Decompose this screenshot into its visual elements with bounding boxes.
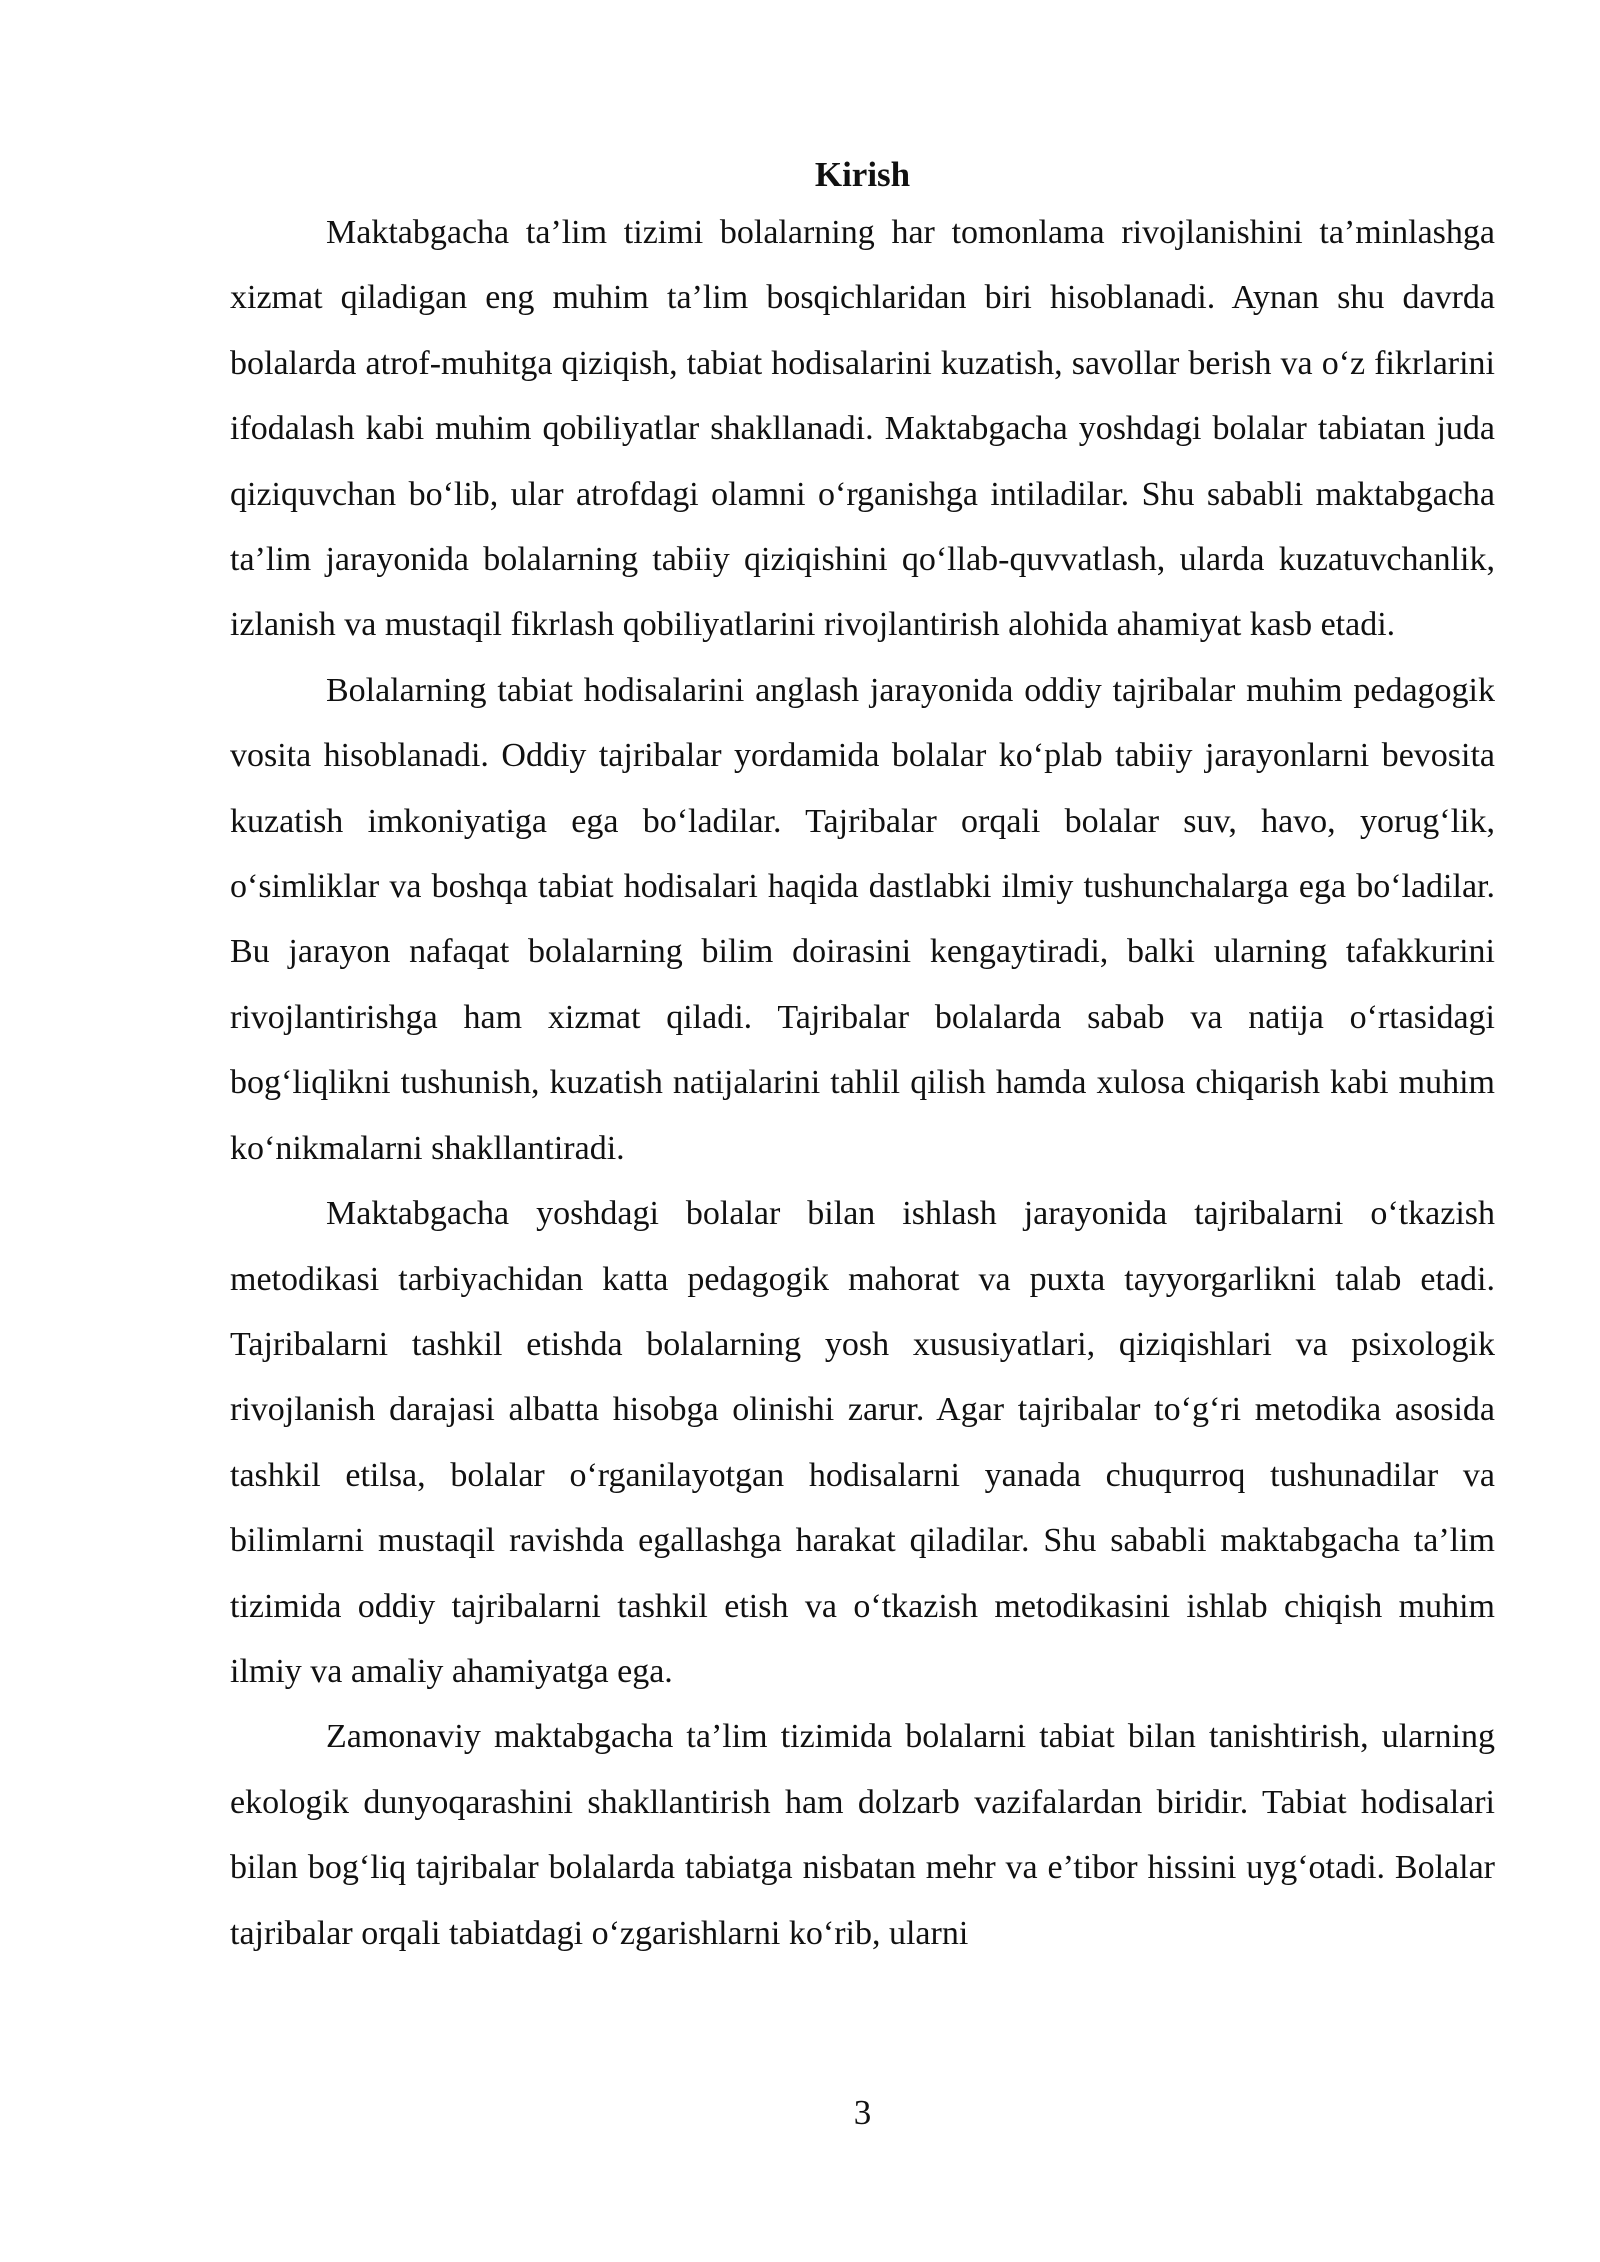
paragraph-1: Maktabgacha ta’lim tizimi bolalarning har tomonlama rivojlanishini ta’minlashga xizmat qiladigan eng muhim ta’lim bosqichlaridan biri hisoblanadi. Aynan shu davrda bolalarda atrof-muhitga qiziqish, tabiat hodisalarini kuzatish, savollar berish va o‘z fikrlarini ifodalash kabi muhim qobiliyatlar shakllanadi. Maktabgacha yoshdagi bolalar tabiatan juda qiziquvchan bo‘lib, ular atrofdagi olamni o‘rganishga intiladilar. Shu sababli maktabgacha ta’lim jarayonida bolalarning tabiiy qiziqishini qo‘llab-quvvatlash, ularda kuzatuvchanlik, izlanish va mustaqil fikrlash qobiliyatlarini rivojlantirish alohida ahamiyat kasb etadi. xyxy=(230,214,1495,644)
page-number: 3 xyxy=(853,2093,872,2132)
section-heading: Kirish xyxy=(814,155,911,194)
page-content xyxy=(230,150,1495,1966)
paragraph-2: Bolalarning tabiat hodisalarini anglash jarayonida oddiy tajribalar muhim pedagogik vosita hisoblanadi. Oddiy tajribalar yordamida bolalar ko‘plab tabiiy jarayonlarni bevosita kuzatish imkoniyatiga ega bo‘ladilar. Tajribalar orqali bolalar suv, havo, yorug‘lik, o‘simliklar va boshqa tabiat hodisalari haqida dastlabki ilmiy tushunchalarga ega bo‘ladilar. Bu jarayon nafaqat bolalarning bilim doirasini kengaytiradi, balki ularning tafakkurini rivojlantirishga ham xizmat qiladi. Tajribalar bolalarda sabab va natija o‘rtasidagi bog‘liqlikni tushunish, kuzatish natijalarini tahlil qilish hamda xulosa chiqarish kabi muhim ko‘nikmalarni shakllantiradi. xyxy=(230,671,1495,1167)
paragraph-4: Zamonaviy maktabgacha ta’lim tizimida bolalarni tabiat bilan tanishtirish, ularning ekologik dunyoqarashini shakllantirish ham dolzarb vazifalardan biridir. Tabiat hodisalari bilan bog‘liq tajribalar bolalarda tabiatga nisbatan mehr va e’tibor hissini uyg‘otadi. Bolalar tajribalar orqali tabiatdagi o‘zgarishlarni ko‘rib, ularni xyxy=(230,1718,1495,1952)
paragraph-3: Maktabgacha yoshdagi bolalar bilan ishlash jarayonida tajribalarni o‘tkazish metodikasi tarbiyachidan katta pedagogik mahorat va puxta tayyorgarlikni talab etadi. Tajribalarni tashkil etishda bolalarning yosh xususiyatlari, qiziqishlari va psixologik rivojlanish darajasi albatta hisobga olinishi zarur. Agar tajribalar to‘g‘ri metodika asosida tashkil etilsa, bolalar o‘rganilayotgan hodisalarni yanada chuqurroq tushunadilar va bilimlarni mustaqil ravishda egallashga harakat qiladilar. Shu sababli maktabgacha ta’lim tizimida oddiy tajribalarni tashkil etish va o‘tkazish metodikasini ishlab chiqish muhim ilmiy va amaliy ahamiyatga ega. xyxy=(230,1195,1495,1690)
